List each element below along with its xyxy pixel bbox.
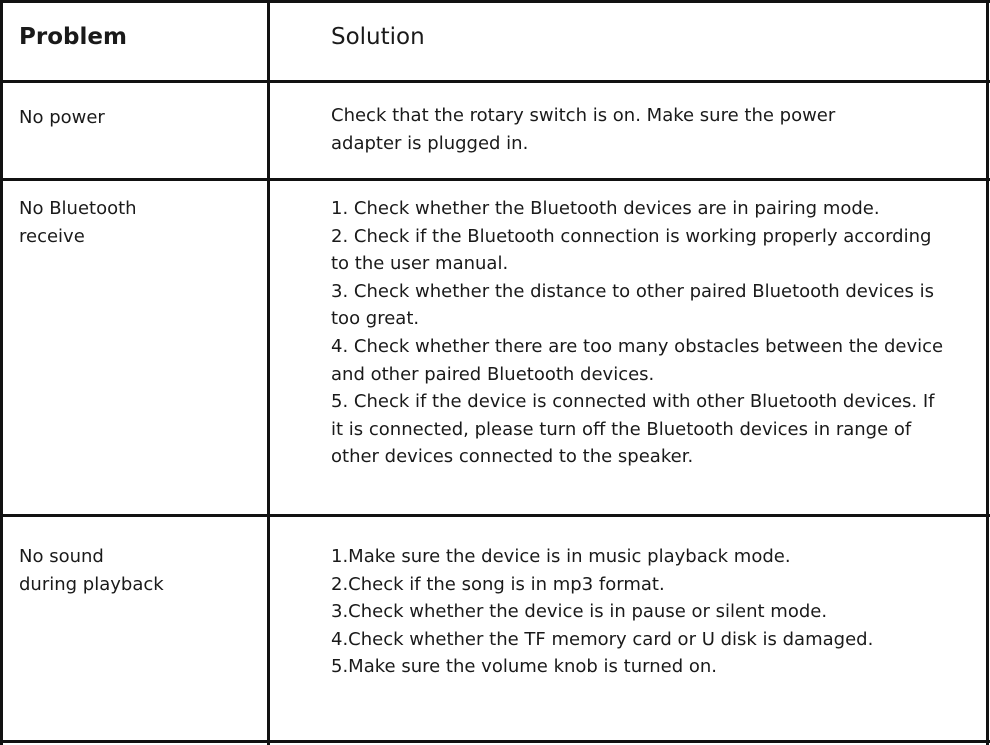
table-border-header xyxy=(0,80,990,83)
problem-line: receive xyxy=(19,225,85,247)
problem-line: No sound xyxy=(19,546,104,567)
solution-line: Check that the rotary switch is on. Make sure the power xyxy=(331,105,836,126)
solution-line: to the user manual. xyxy=(331,253,509,275)
solution-line: adapter is plugged in. xyxy=(331,132,529,154)
problem-line: during playback xyxy=(19,573,164,595)
solution-line: 5. Check if the device is connected with other Bluetooth devices. If xyxy=(331,391,935,413)
solution-line: other devices connected to the speaker. xyxy=(331,446,694,468)
solution-line: it is connected, please turn off the Bluetooth devices in range of xyxy=(331,418,912,440)
solution-line: too great. xyxy=(331,308,420,330)
solution-line: 4.Check whether the TF memory card or U disk is damaged. xyxy=(331,628,874,650)
problem-line: No Bluetooth xyxy=(19,198,137,219)
solution-line: and other paired Bluetooth devices. xyxy=(331,363,655,385)
row-3-solution xyxy=(331,543,873,681)
solution-line: 2.Check if the song is in mp3 format. xyxy=(331,573,665,595)
solution-line: 3.Check whether the device is in pause or silent mode. xyxy=(331,601,828,623)
table-border-row1 xyxy=(0,178,990,181)
header-problem: Problem xyxy=(19,24,127,50)
table-border-right xyxy=(986,0,989,745)
row-2-problem xyxy=(19,195,137,250)
table-border-row2 xyxy=(0,514,990,517)
row-2-solution xyxy=(331,195,943,471)
row-1-solution xyxy=(331,102,835,157)
table-column-divider xyxy=(267,0,270,745)
solution-line: 4. Check whether there are too many obstacles between the device xyxy=(331,335,944,357)
row-1-problem xyxy=(19,104,105,132)
solution-line: 3. Check whether the distance to other paired Bluetooth devices is xyxy=(331,280,934,302)
table-border-top xyxy=(0,0,990,3)
solution-line: 2. Check if the Bluetooth connection is working properly according xyxy=(331,225,932,247)
problem-line: No power xyxy=(19,107,105,128)
solution-line: 1. Check whether the Bluetooth devices are in pairing mode. xyxy=(331,198,880,219)
solution-line: 1.Make sure the device is in music playback mode. xyxy=(331,546,791,567)
header-solution: Solution xyxy=(331,24,425,50)
row-3-problem xyxy=(19,543,164,598)
table-border-left xyxy=(0,0,3,745)
solution-line: 5.Make sure the volume knob is turned on. xyxy=(331,656,717,678)
table-border-bottom xyxy=(0,740,990,743)
